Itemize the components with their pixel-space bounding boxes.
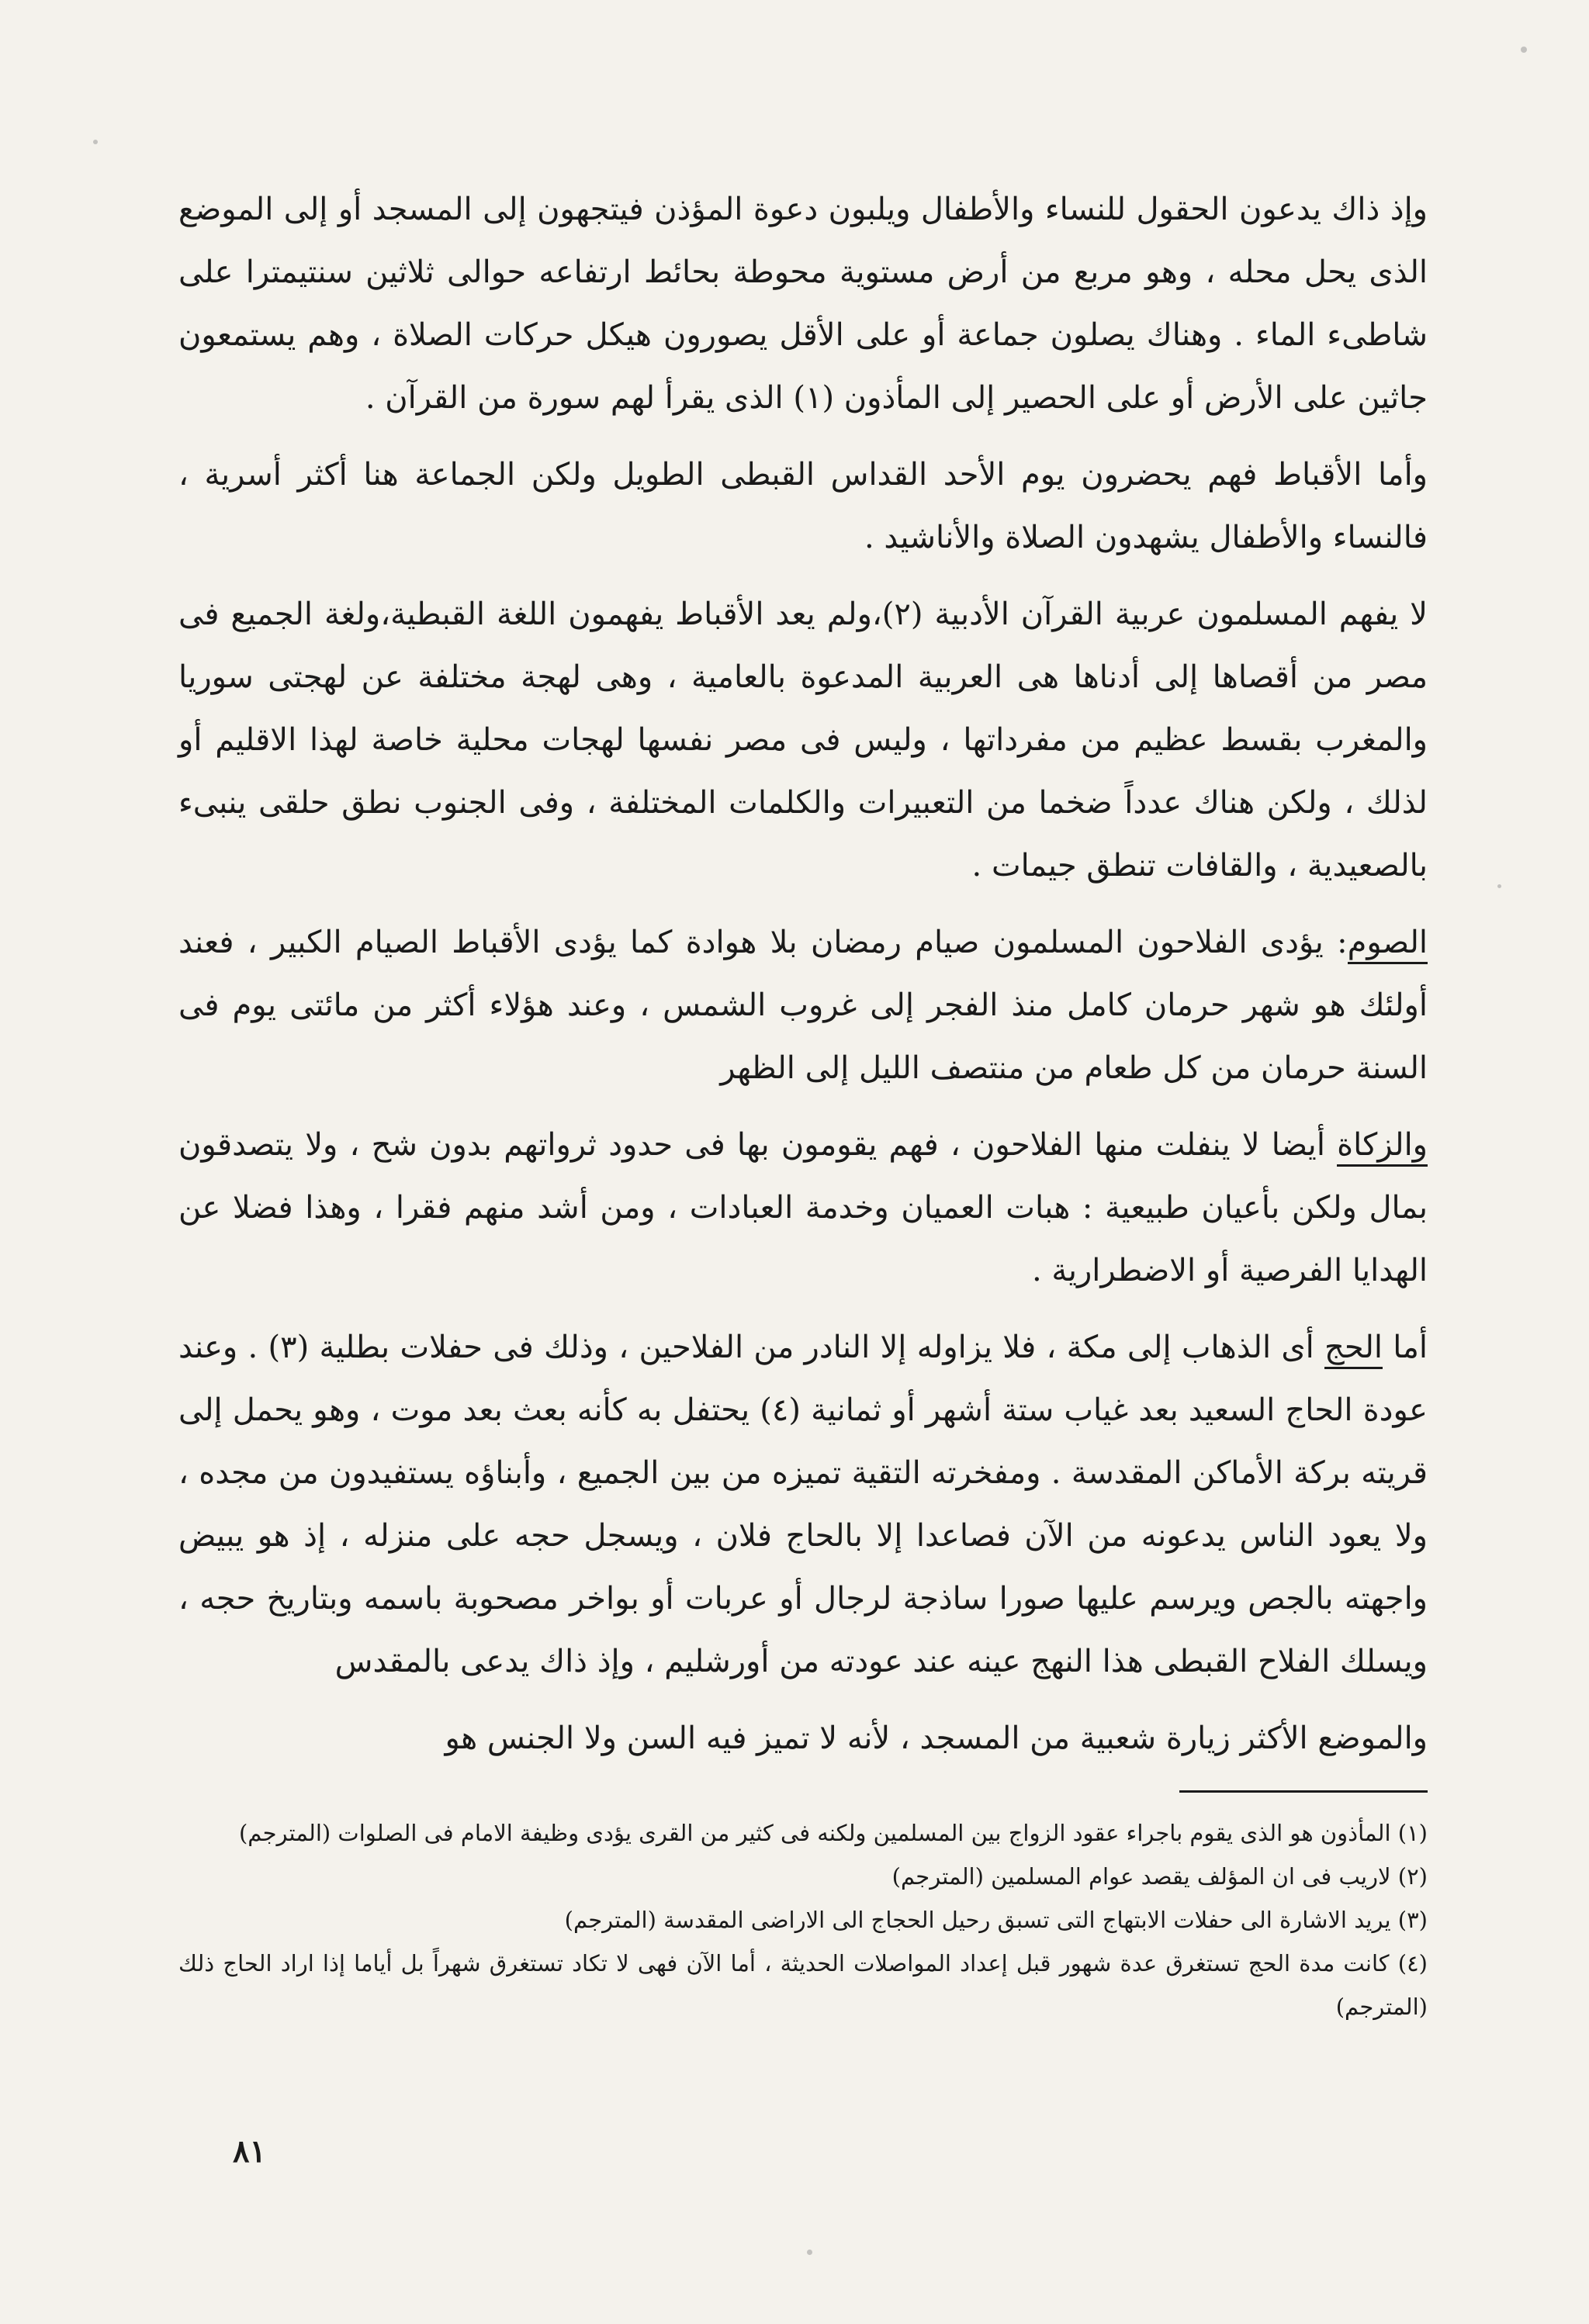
book-page bbox=[178, 178, 1428, 2273]
paragraph-zakat-text: أيضا لا ينفلت منها الفلاحون ، فهم يقومون بها فى حدود ثرواتهم بدون شح ، ولا يتصدقون بمال ولكن بأعيان طبيعية : هبات العميان وخدمة العبادات ، ومن أشد منهم فقرا ، وهذا فضلا عن الهدايا الفرصية أو الاضطرارية . bbox=[178, 1127, 1428, 1288]
scan-speck bbox=[1521, 47, 1527, 53]
paragraph-hajj bbox=[178, 1316, 1428, 1693]
footnote-1: (١) المأذون هو الذى يقوم باجراء عقود الزواج بين المسلمين ولكنه فى كثير من القرى يؤدى وظيفة الامام فى الصلوات (المترجم) bbox=[238, 1820, 1428, 1846]
scan-speck bbox=[93, 140, 98, 144]
paragraph-prayer: وإذ ذاك يدعون الحقول للنساء والأطفال ويلبون دعوة المؤذن فيتجهون إلى المسجد أو إلى الموضع الذى يحل محله ، وهو مربع من أرض مستوية محوطة بحائط ارتفاعه حوالى ثلاثين سنتيمترا على شاطىء الماء . وهناك يصلون جماعة أو على الأقل يصورون هيكل حركات الصلاة ، وهم يستمعون جاثين على الأرض أو على الحصير إلى المأذون (١) الذى يقرأ لهم سورة من القرآن . bbox=[178, 192, 1428, 416]
paragraph-hajj-prefix: أما bbox=[1383, 1330, 1428, 1365]
paragraph-copts: وأما الأقباط فهم يحضرون يوم الأحد القداس القبطى الطويل ولكن الجماعة هنا أكثر أسرية ، فالنساء والأطفال يشهدون الصلاة والأناشيد . bbox=[178, 457, 1428, 555]
paragraph-language: لا يفهم المسلمون عربية القرآن الأدبية (٢)،ولم يعد الأقباط يفهمون اللغة القبطية،ولغة الجميع فى مصر من أقصاها إلى أدناها هى العربية المدعوة بالعامية ، وهى لهجة مختلفة عن لهجتى سوريا والمغرب بقسط عظيم من مفرداتها ، وليس فى مصر نفسها لهجات محلية خاصة لهذا الاقليم أو لذلك ، ولكن هناك عدداً ضخما من التعبيرات والكلمات المختلفة ، وفى الجنوب نطق حلقى ينبىء بالصعيدية ، والقافات تنطق جيمات . bbox=[178, 597, 1428, 884]
page-number: ٨١ bbox=[233, 2133, 266, 2170]
section-heading-hajj: الحج bbox=[1324, 1330, 1383, 1369]
footnotes bbox=[178, 1811, 1428, 2028]
paragraph-zakat bbox=[178, 1114, 1428, 1302]
section-heading-sawm: الصوم bbox=[1348, 925, 1428, 964]
main-text bbox=[178, 178, 1428, 1770]
scan-speck bbox=[1497, 884, 1501, 888]
footnote-2: (٢) لاريب فى ان المؤلف يقصد عوام المسلمين (المترجم) bbox=[891, 1863, 1428, 1890]
footnote-3: (٣) يريد الاشارة الى حفلات الابتهاج التى تسبق رحيل الحجاج الى الاراضى المقدسة (المترجم) bbox=[564, 1907, 1428, 1933]
paragraph-sawm bbox=[178, 911, 1428, 1100]
footnote-divider bbox=[1179, 1790, 1428, 1793]
footnote-4: (٤) كانت مدة الحج تستغرق عدة شهور قبل إعداد المواصلات الحديثة ، أما الآن فهى لا تكاد تستغرق شهراً بل أياما إذا اراد الحاج ذلك (المترجم) bbox=[178, 1950, 1428, 2020]
paragraph-sawm-text: : يؤدى الفلاحون المسلمون صيام رمضان بلا هوادة كما يؤدى الأقباط الصيام الكبير ، فعند أولئك هو شهر حرمان كامل منذ الفجر إلى غروب الشمس ، وعند هؤلاء أكثر من مائتى يوم فى السنة حرمان من كل طعام من منتصف الليل إلى الظهر bbox=[178, 925, 1428, 1086]
section-heading-zakat: والزكاة bbox=[1337, 1127, 1428, 1167]
paragraph-hajj-text: أى الذهاب إلى مكة ، فلا يزاوله إلا النادر من الفلاحين ، وذلك فى حفلات بطلية (٣) . وعند عودة الحاج السعيد بعد غياب ستة أشهر أو ثمانية (٤) يحتفل به كأنه بعث بعد موت ، وهو يحمل إلى قريته بركة الأماكن المقدسة . ومفخرته التقية تميزه من بين الجميع ، وأبناؤه يستفيدون من مجده ، ولا يعود الناس يدعونه من الآن فصاعدا إلا بالحاج فلان ، ويسجل حجه على منزله ، إذ هو يبيض واجهته بالجص ويرسم عليها صورا ساذجة لرجال أو عربات أو بواخر مصحوبة باسمه وبتاريخ حجه ، ويسلك الفلاح القبطى هذا النهج عينه عند عودته من أورشليم ، وإذ ذاك يدعى بالمقدس bbox=[178, 1330, 1428, 1679]
paragraph-last-line: والموضع الأكثر زيارة شعبية من المسجد ، لأنه لا تميز فيه السن ولا الجنس هو bbox=[445, 1721, 1428, 1756]
